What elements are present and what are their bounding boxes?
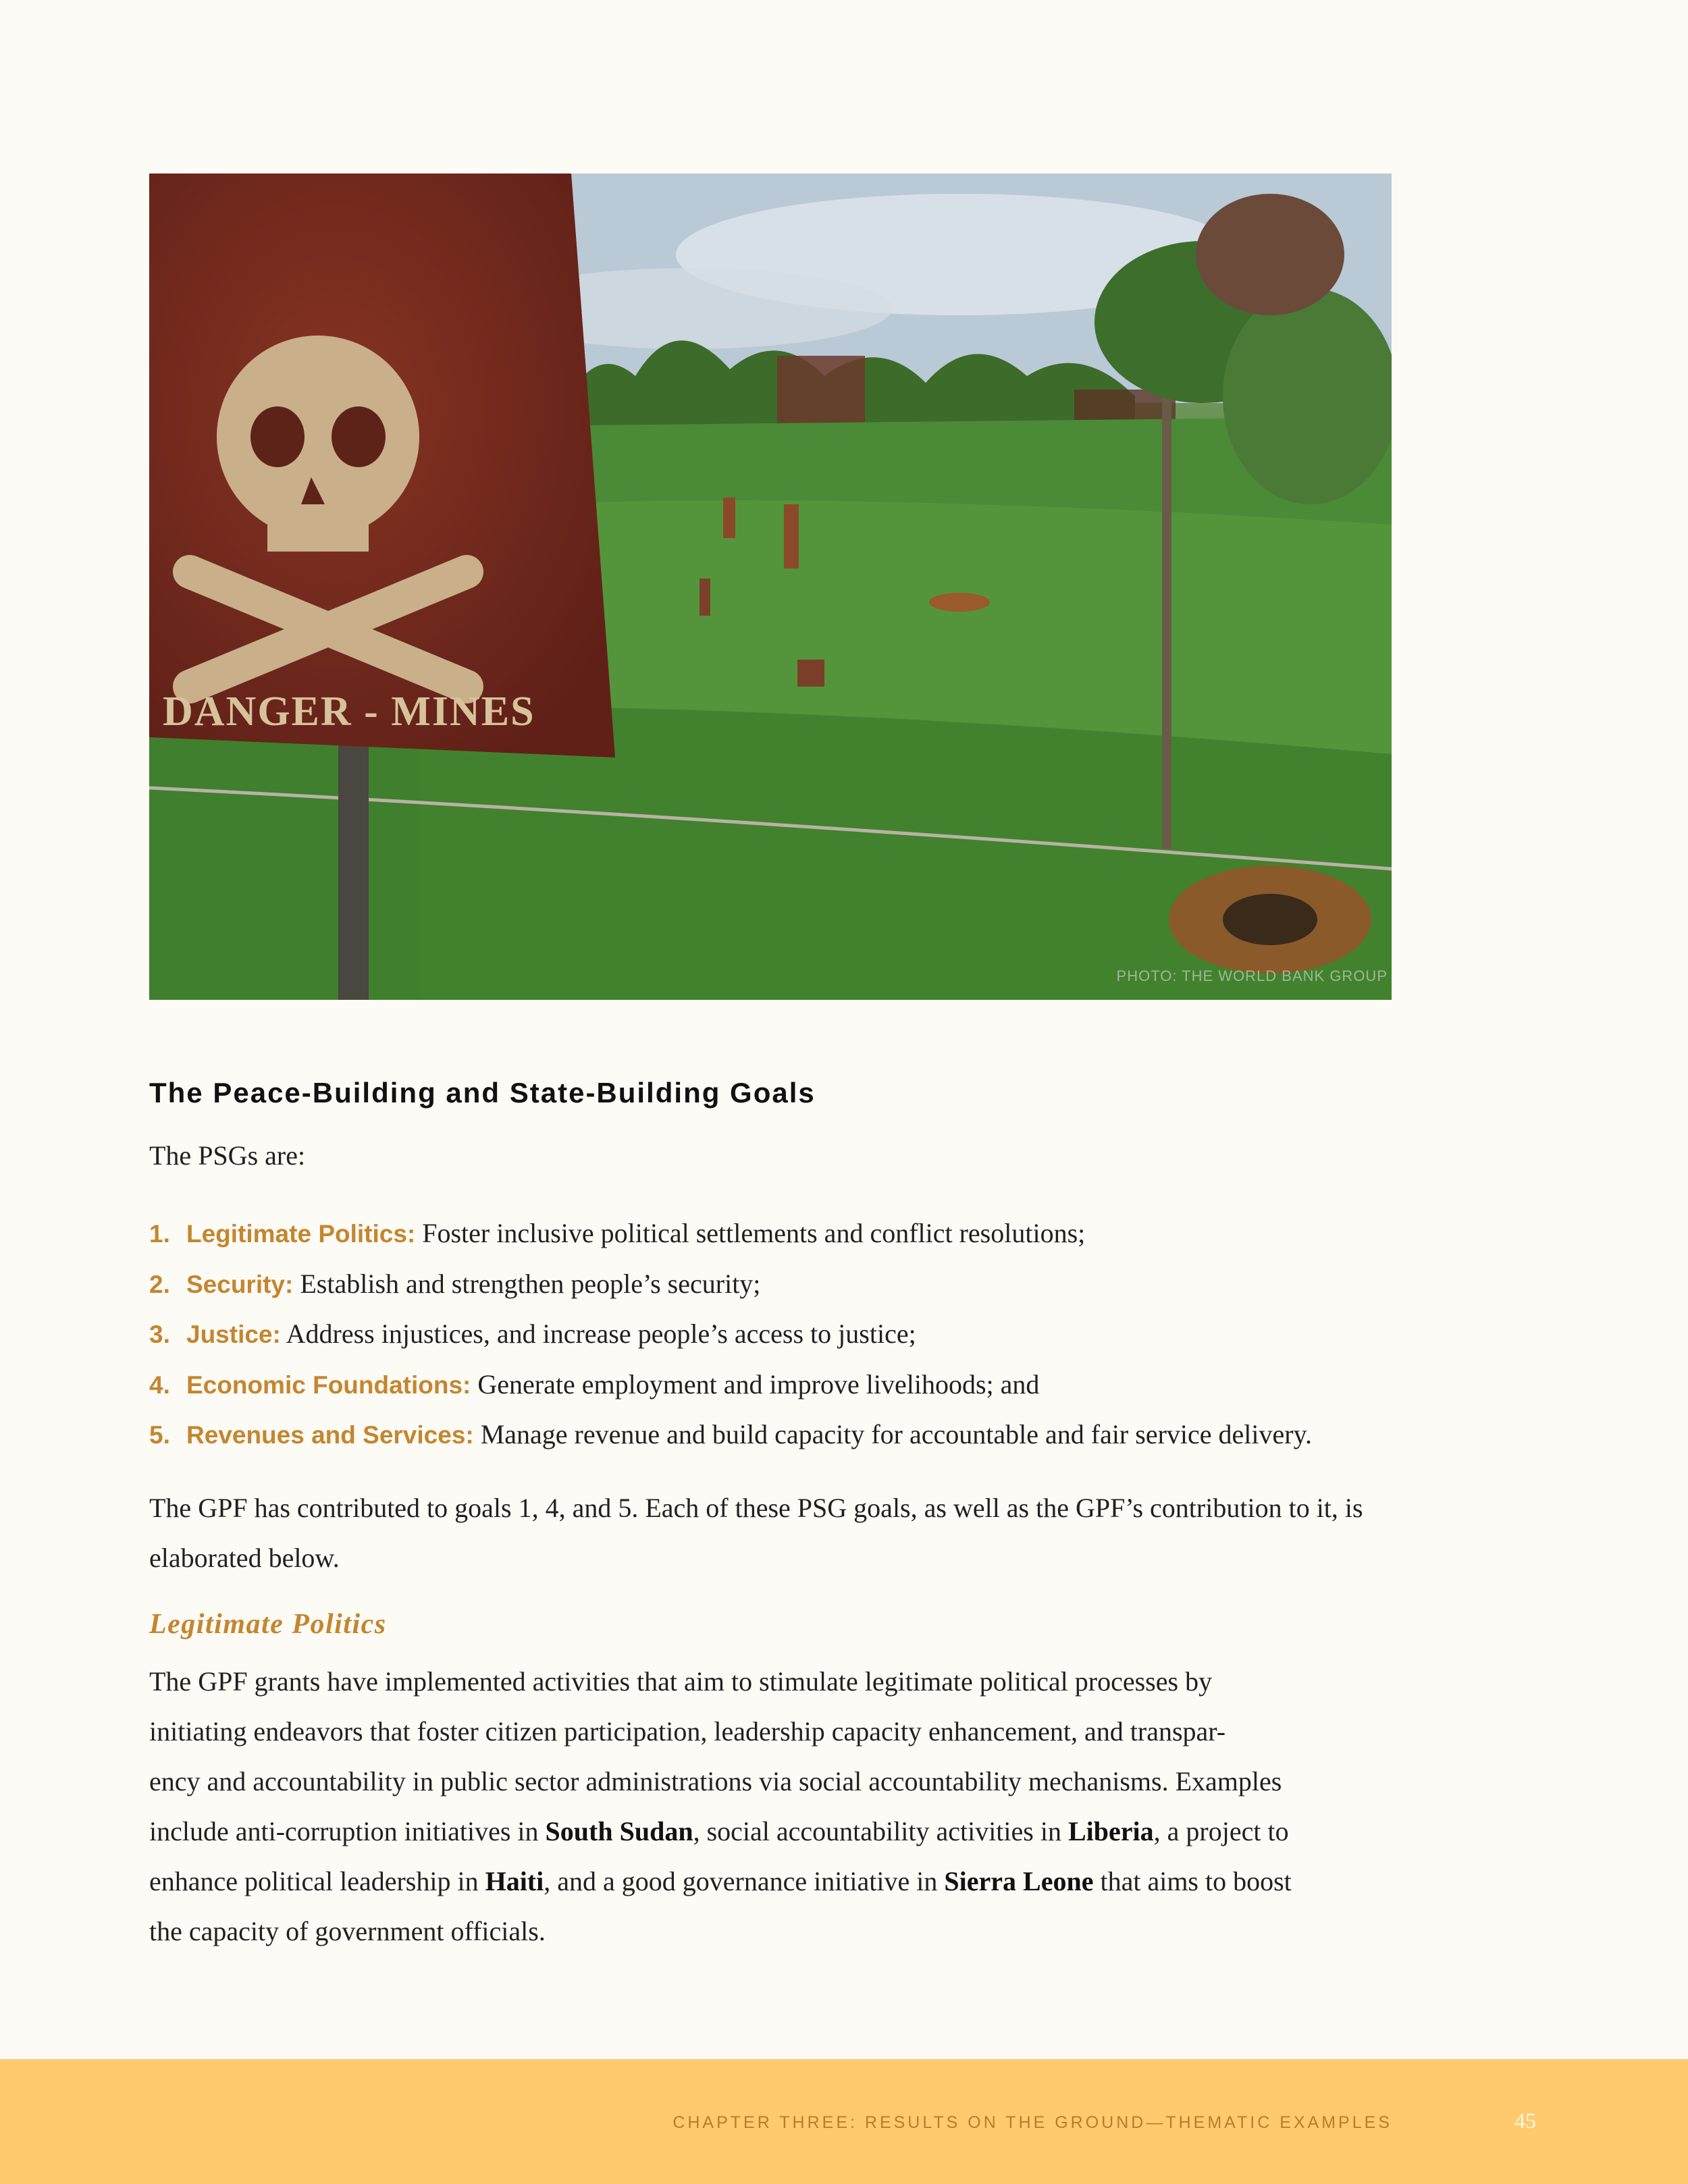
text-run: enhance political leadership in bbox=[149, 1866, 485, 1896]
minefield-photo-illustration bbox=[149, 174, 1392, 1000]
goal-number: 2. bbox=[149, 1270, 170, 1298]
country-south-sudan: South Sudan bbox=[545, 1816, 693, 1846]
list-item bbox=[149, 1208, 1432, 1259]
goal-number: 3. bbox=[149, 1321, 170, 1348]
goal-label: Legitimate Politics: bbox=[186, 1220, 416, 1248]
country-liberia: Liberia bbox=[1067, 1816, 1154, 1846]
photo-credit: PHOTO: THE WORLD BANK GROUP bbox=[1116, 967, 1388, 984]
legitimate-politics-paragraph bbox=[149, 1657, 1398, 1956]
goal-label: Security: bbox=[186, 1270, 294, 1298]
goal-number: 4. bbox=[149, 1370, 170, 1399]
goal-text: Establish and strengthen people’s security; bbox=[293, 1268, 761, 1299]
text-run: , social accountability activities in bbox=[693, 1816, 1068, 1846]
goal-number: 1. bbox=[149, 1220, 170, 1248]
goal-label: Revenues and Services: bbox=[186, 1421, 474, 1449]
paragraph-line bbox=[149, 1807, 1398, 1857]
page-footer bbox=[0, 2059, 1688, 2184]
paragraph-line: ency and accountability in public sector administrations via social accountability mechanisms. Examples bbox=[149, 1766, 1282, 1796]
paragraph-line: initiating endeavors that foster citizen participation, leadership capacity enhancement, and transpar- bbox=[149, 1716, 1226, 1747]
goal-text: Foster inclusive political settlements and conflict resolutions; bbox=[415, 1218, 1086, 1248]
page-number: 45 bbox=[1514, 2108, 1536, 2133]
psg-goals-list bbox=[149, 1208, 1432, 1460]
paragraph-line bbox=[149, 1857, 1398, 1907]
sign-text: DANGER - MINES bbox=[163, 689, 535, 735]
country-sierra-leone: Sierra Leone bbox=[944, 1866, 1094, 1896]
legitimate-politics-heading: Legitimate Politics bbox=[149, 1609, 387, 1640]
goal-label: Economic Foundations: bbox=[186, 1370, 471, 1399]
list-item bbox=[149, 1309, 1432, 1360]
gpf-contribution-paragraph: The GPF has contributed to goals 1, 4, and 5. Each of these PSG goals, as well as the GPF’s contribution to it, is elaborated below. bbox=[149, 1493, 1363, 1573]
list-item bbox=[149, 1259, 1432, 1310]
goal-text: Address injustices, and increase people’s access to justice; bbox=[280, 1319, 916, 1349]
list-item bbox=[149, 1410, 1432, 1460]
paragraph-line: the capacity of government officials. bbox=[149, 1916, 546, 1946]
list-item bbox=[149, 1360, 1432, 1410]
chapter-title: CHAPTER THREE: RESULTS ON THE GROUND—THEMATIC EXAMPLES bbox=[672, 2113, 1392, 2132]
minefield-photo bbox=[149, 174, 1392, 1000]
text-run: include anti-corruption initiatives in bbox=[149, 1816, 546, 1846]
paragraph-line: The GPF grants have implemented activities that aim to stimulate legitimate political processes by bbox=[149, 1666, 1213, 1697]
text-run: , and a good governance initiative in bbox=[544, 1866, 945, 1896]
section-title: The Peace-Building and State-Building Goals bbox=[149, 1077, 816, 1109]
text-run: , a project to bbox=[1153, 1816, 1289, 1846]
goal-label: Justice: bbox=[186, 1321, 281, 1348]
country-haiti: Haiti bbox=[485, 1866, 544, 1896]
goal-text: Manage revenue and build capacity for accountable and fair service delivery. bbox=[473, 1419, 1312, 1449]
goal-text: Generate employment and improve livelihoods; and bbox=[471, 1368, 1040, 1400]
goal-number: 5. bbox=[149, 1421, 170, 1449]
psg-intro: The PSGs are: bbox=[149, 1140, 306, 1171]
text-run: that aims to boost bbox=[1093, 1866, 1292, 1896]
